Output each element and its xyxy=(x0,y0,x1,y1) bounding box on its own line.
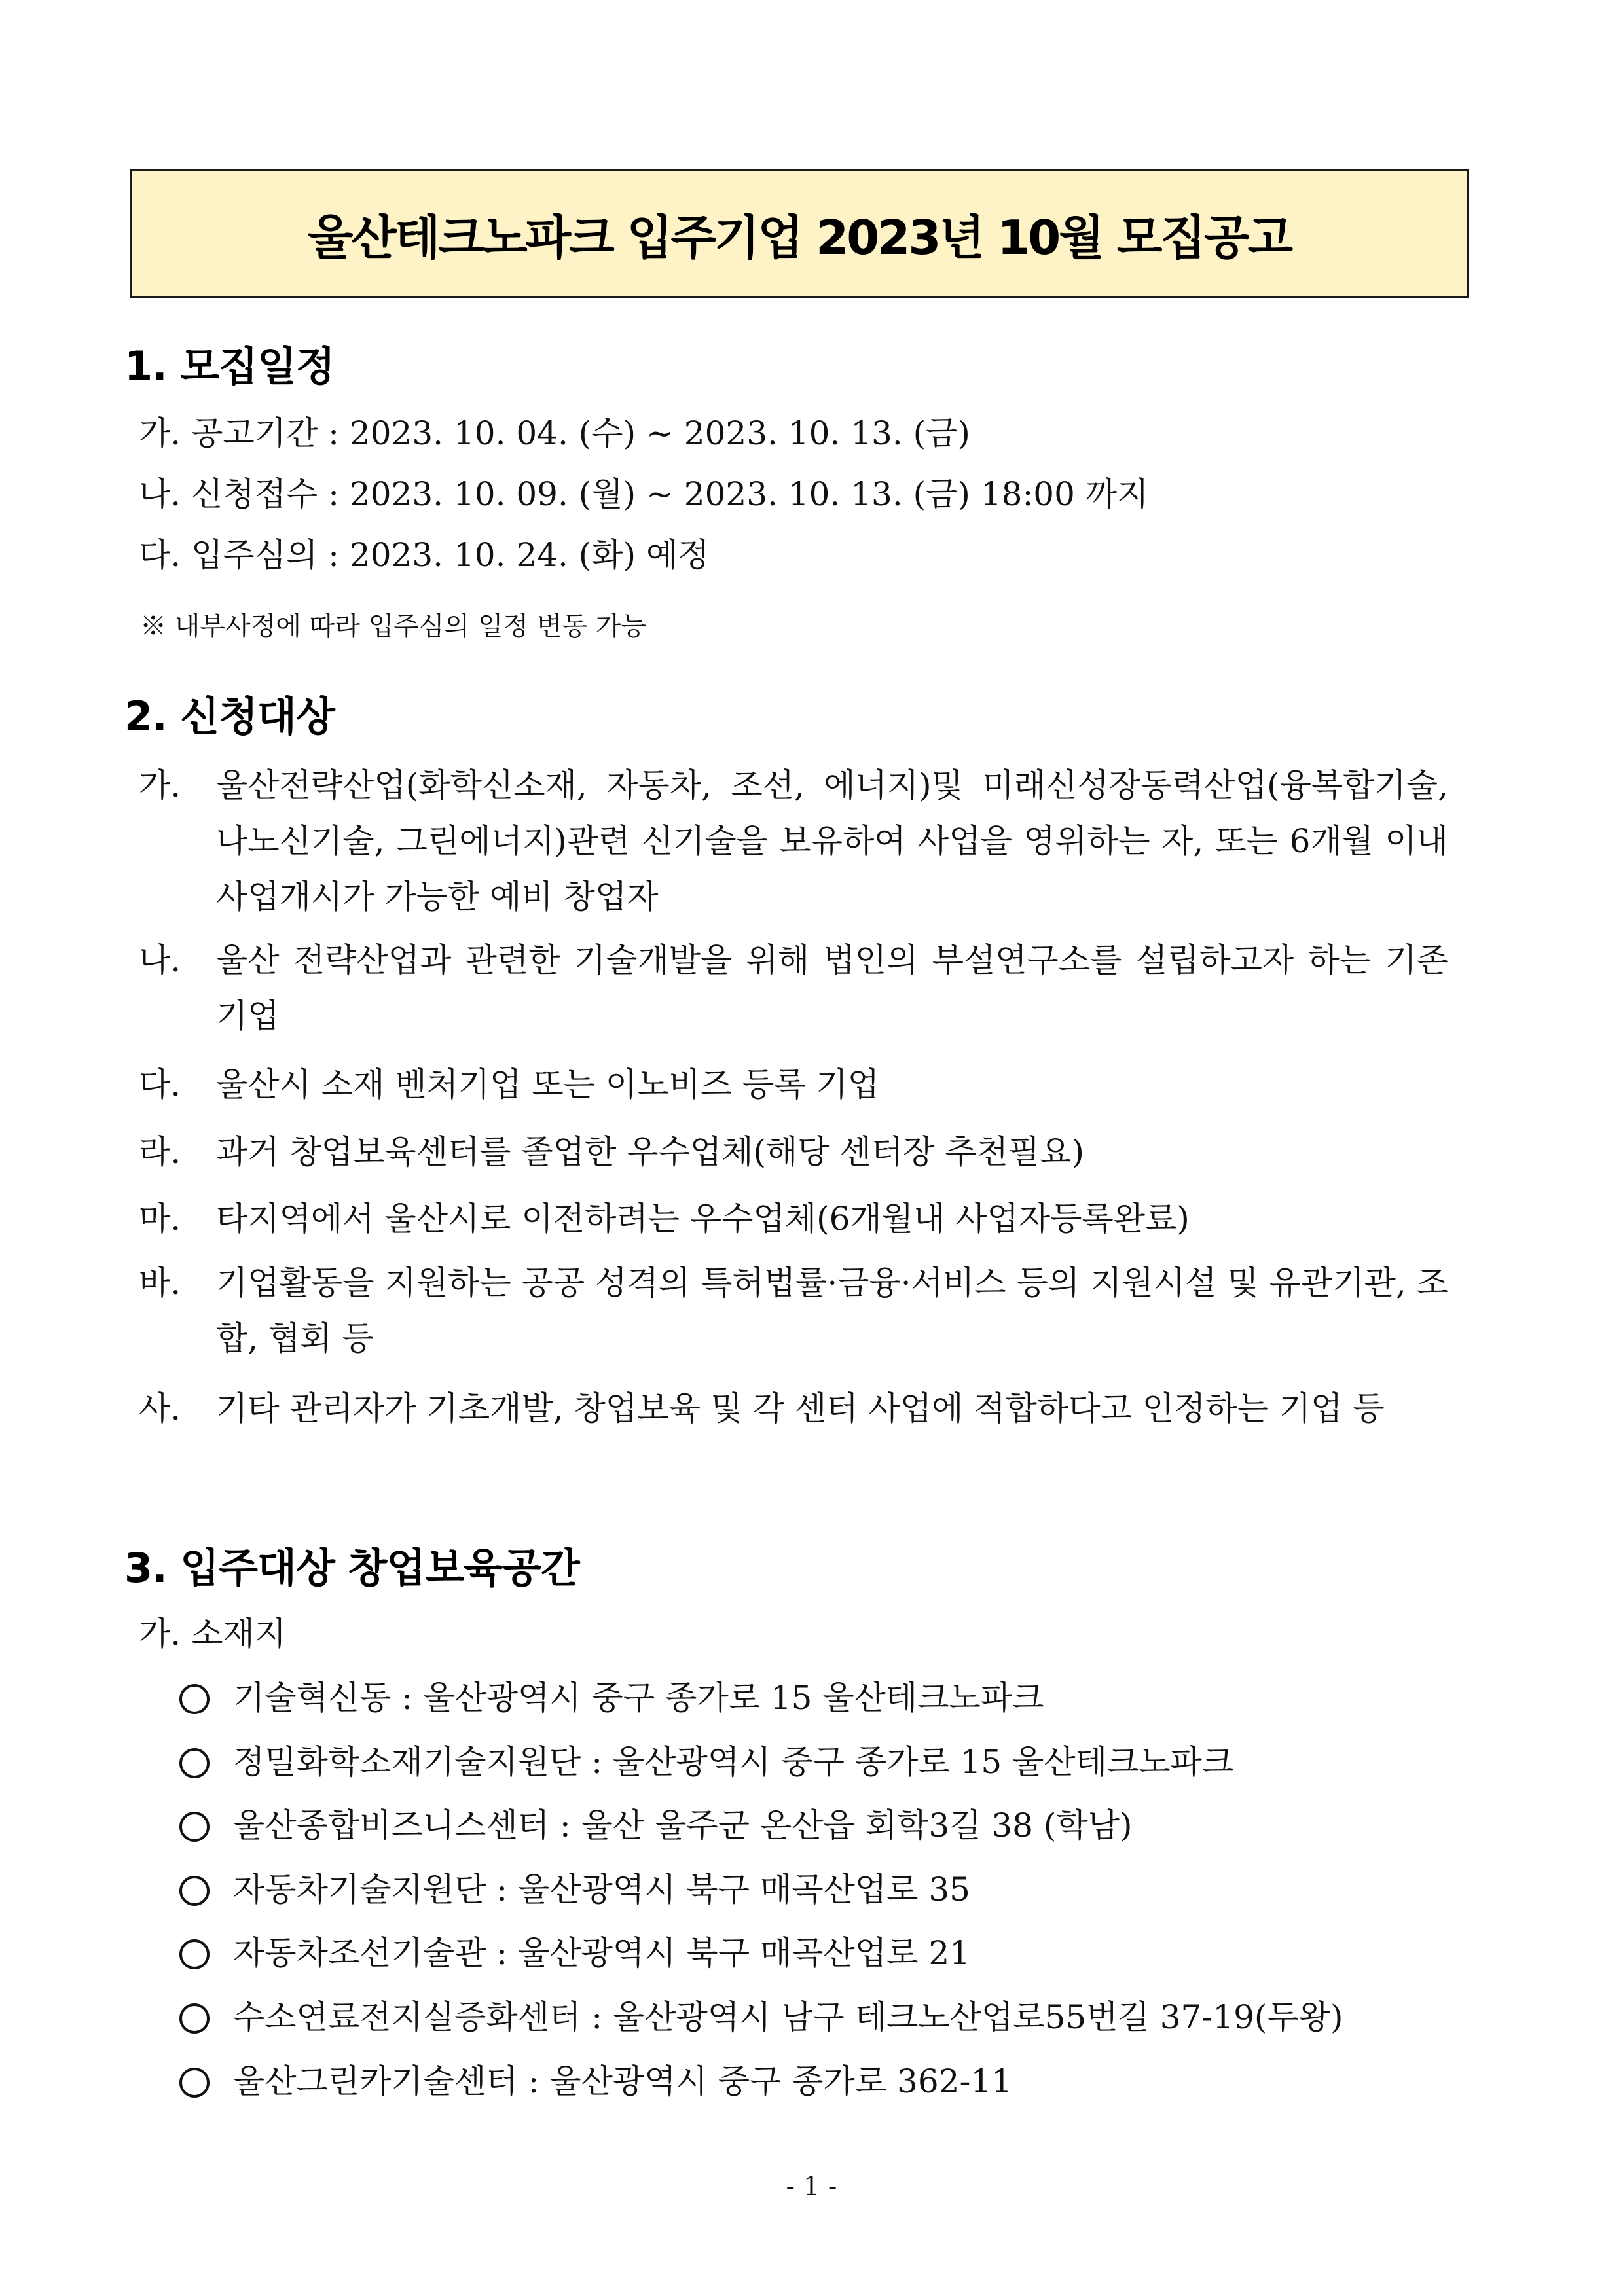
circle-bullet-icon xyxy=(179,1876,210,1906)
eligibility-item xyxy=(139,1057,1448,1113)
location-text: 수소연료전지실증화센터 : 울산광역시 남구 테크노산업로55번길 37-19(두왕) xyxy=(233,1998,1343,2036)
location-item xyxy=(179,2062,1012,2101)
item-marker: 사. xyxy=(139,1390,181,1427)
eligibility-item xyxy=(139,1381,1448,1437)
item-marker: 나. xyxy=(139,941,181,979)
location-item xyxy=(179,1678,1044,1717)
location-item xyxy=(179,1933,970,1973)
item-marker: 다. xyxy=(139,1066,181,1103)
location-text: 울산종합비즈니스센터 : 울산 울주군 온산읍 회학3길 38 (학남) xyxy=(233,1806,1133,1844)
location-text: 자동차기술지원단 : 울산광역시 북구 매곡산업로 35 xyxy=(233,1871,970,1909)
eligibility-item xyxy=(139,933,1448,1044)
page-number: - 1 - xyxy=(786,2172,837,2202)
location-item xyxy=(179,1742,1233,1782)
schedule-line-announcement: 가. 공고기간 : 2023. 10. 04. (수) ~ 2023. 10. 13. (금) xyxy=(139,414,970,452)
eligibility-item xyxy=(139,1255,1448,1367)
section-1-heading: 1. 모집일정 xyxy=(124,342,335,390)
circle-bullet-icon xyxy=(179,1748,210,1778)
location-text: 정밀화학소재기술지원단 : 울산광역시 중구 종가로 15 울산테크노파크 xyxy=(233,1743,1234,1781)
location-item xyxy=(179,1870,970,1909)
location-item xyxy=(179,1806,1132,1845)
item-marker: 가. xyxy=(139,766,181,804)
circle-bullet-icon xyxy=(179,2003,210,2034)
circle-bullet-icon xyxy=(179,1684,210,1714)
circle-bullet-icon xyxy=(179,1939,210,1969)
circle-bullet-icon xyxy=(179,1812,210,1842)
item-marker: 라. xyxy=(139,1133,181,1171)
eligibility-item xyxy=(139,758,1448,925)
schedule-line-review: 다. 입주심의 : 2023. 10. 24. (화) 예정 xyxy=(139,536,710,574)
item-marker: 바. xyxy=(139,1264,181,1302)
title-box xyxy=(130,169,1469,298)
item-text: 울산 전략산업과 관련한 기술개발을 위해 법인의 부설연구소를 설립하고자 하는 기존 기업 xyxy=(216,941,1448,1035)
item-text: 울산시 소재 벤처기업 또는 이노비즈 등록 기업 xyxy=(216,1066,880,1103)
item-text: 기타 관리자가 기초개발, 창업보육 및 각 센터 사업에 적합하다고 인정하는 기업 등 xyxy=(216,1390,1385,1427)
item-text: 울산전략산업(화학신소재, 자동차, 조선, 에너지)및 미래신성장동력산업(융복합기술, 나노신기술, 그린에너지)관련 신기술을 보유하여 사업을 영위하는 자, 또는 6개월 이내 사업개시가 가능한 예비 창업자 xyxy=(216,766,1448,916)
schedule-note: ※ 내부사정에 따라 입주심의 일정 변동 가능 xyxy=(140,611,647,641)
page-title: 울산테크노파크 입주기업 2023년 10월 모집공고 xyxy=(307,210,1292,265)
schedule-line-application: 나. 신청접수 : 2023. 10. 09. (월) ~ 2023. 10. 13. (금) 18:00 까지 xyxy=(139,475,1149,513)
eligibility-item xyxy=(139,1191,1448,1247)
item-text: 타지역에서 울산시로 이전하려는 우수업체(6개월내 사업자등록완료) xyxy=(216,1200,1190,1238)
location-text: 기술혁신동 : 울산광역시 중구 종가로 15 울산테크노파크 xyxy=(233,1679,1044,1717)
item-text: 기업활동을 지원하는 공공 성격의 특허법률·금융·서비스 등의 지원시설 및 유관기관, 조합, 협회 등 xyxy=(216,1264,1448,1357)
item-marker: 마. xyxy=(139,1200,181,1238)
circle-bullet-icon xyxy=(179,2068,210,2098)
section-2-heading: 2. 신청대상 xyxy=(124,692,335,740)
eligibility-item xyxy=(139,1124,1448,1180)
location-text: 자동차조선기술관 : 울산광역시 북구 매곡산업로 21 xyxy=(233,1934,970,1972)
location-text: 울산그린카기술센터 : 울산광역시 중구 종가로 362-11 xyxy=(233,2062,1012,2100)
location-item xyxy=(179,1998,1343,2037)
item-text: 과거 창업보육센터를 졸업한 우수업체(해당 센터장 추천필요) xyxy=(216,1133,1084,1171)
location-subheading: 가. 소재지 xyxy=(139,1615,286,1653)
section-3-heading: 3. 입주대상 창업보육공간 xyxy=(124,1544,579,1592)
